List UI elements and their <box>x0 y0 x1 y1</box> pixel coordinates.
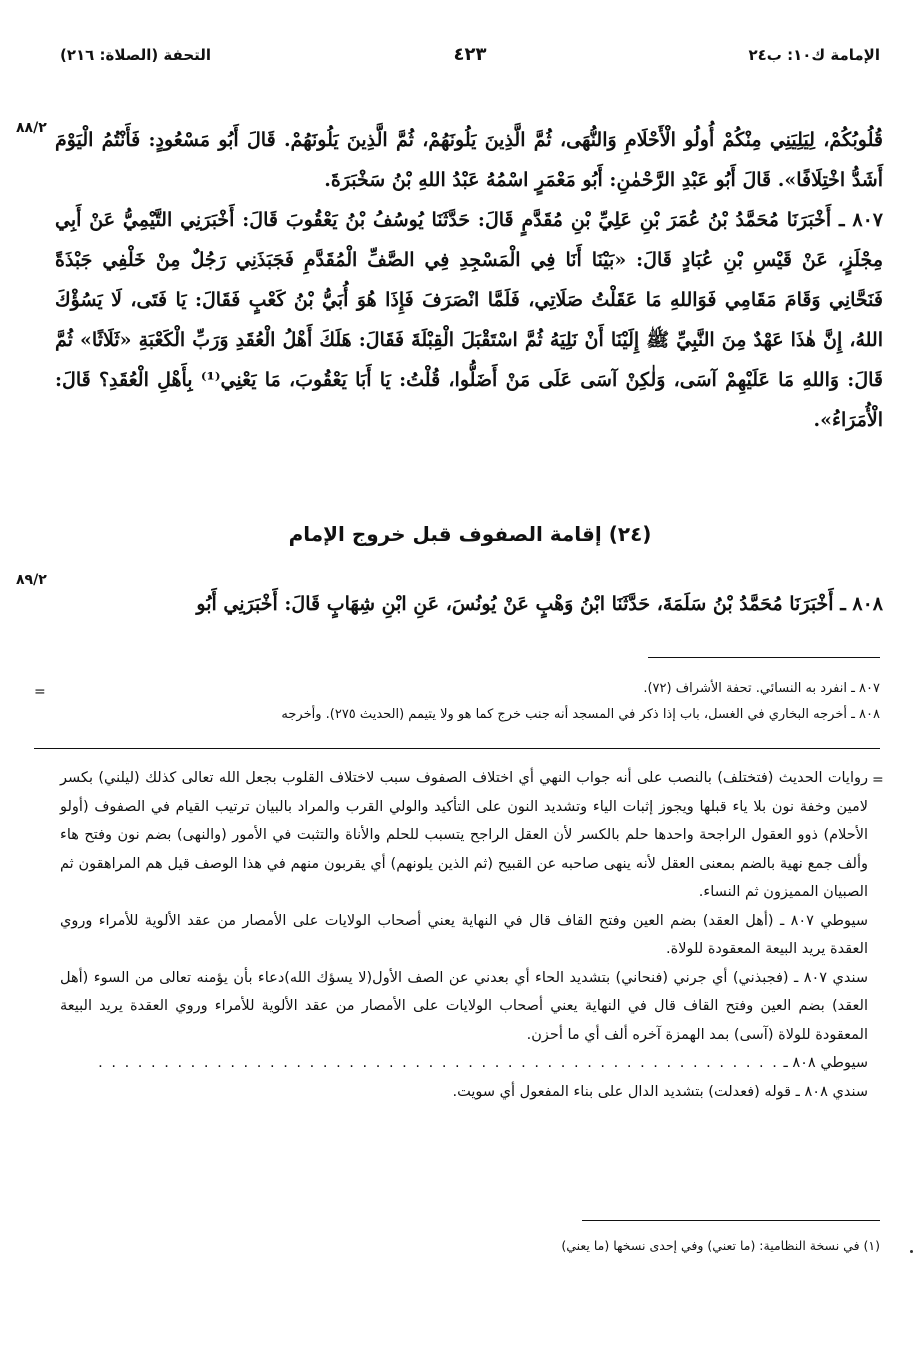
divider <box>648 657 880 658</box>
margin-reference: ٨٨/٢ <box>16 120 47 136</box>
commentary-suyuti-807: سيوطي ٨٠٧ ـ (أهل العقد) بضم العين وفتح القاف قال في النهاية يعني أصحاب الولايات على الأمصار من عقد الألوية للأمراء وروي العقدة يريد البيعة المعقودة للولاة. <box>60 912 868 957</box>
page-number: ٤٢٣ <box>453 44 487 65</box>
continuation-mark: = <box>34 684 46 700</box>
running-header <box>60 42 880 72</box>
footnote: (١) في نسخة النظامية: (ما تعني) وفي إحدى نسخها (ما يعني) <box>561 1238 880 1253</box>
page-mark <box>910 1250 913 1253</box>
takhrij-808: ٨٠٨ ـ أخرجه البخاري في الغسل، باب إذا ذكر في المسجد أنه جنب خرج كما هو ولا يتيمم (الحديث ٢٧٥). وأخرجه <box>281 707 880 722</box>
commentary-sindi-807: سندي ٨٠٧ ـ (فجبذني) أي جرني (فنحاني) بتشديد الحاء أي بعدني عن الصف الأول(لا يسؤك الله)دعاء بأن يؤمنه تعالى من السوء (أهل العقد) بضم العين وفتح القاف قال في النهاية يعني أصحاب الولايات على الأمصار من عقد الألوية للأمراء وروي العقدة يريد البيعة المعقودة للولاة (آسى) بمد الهمزة آخره ألف أي ما أحزن. <box>60 969 868 1043</box>
divider <box>582 1220 880 1221</box>
commentary-label: سيوطي ٨٠٨ ـ <box>783 1055 868 1071</box>
tuhfa-reference: التحفة (الصلاة: ٢١٦) <box>60 46 212 64</box>
commentary-block <box>60 764 868 1106</box>
continuation-mark: = <box>872 772 884 788</box>
chapter-reference: الإمامة ك١٠: ب٢٤ <box>748 46 880 64</box>
takhrij-notes <box>60 676 880 728</box>
ellipsis-dots: . . . . . . . . . . . . . . . . . . . . . . . . . . . . . . . . . . . . . . . . . . . . . . . . . . . . <box>98 1055 779 1071</box>
commentary-sindi-808: سندي ٨٠٨ ـ قوله (فعدلت) بتشديد الدال على بناء المفعول أي سويت. <box>452 1083 868 1100</box>
hadith-807: ٨٠٧ ـ أَخْبَرَنَا مُحَمَّدُ بْنُ عُمَرَ بْنِ عَلِيِّ بْنِ مُقَدَّمٍ قَالَ: حَدَّثَنَا يُوسُفُ بْنُ يَعْقُوبَ قَالَ: أَخْبَرَنِي التَّيْمِيُّ عَنْ أَبِي مِجْلَزٍ، عَنْ قَيْسِ بْنِ عُبَادٍ قَالَ: «بَيْنَا أَنَا فِي الْمَسْجِدِ فِي الصَّفِّ الْمُقَدَّمِ فَجَبَذَنِي رَجُلٌ مِنْ خَلْفِي جَبْذَةً فَنَحَّانِي وَقَامَ مَقَامِي فَوَاللهِ مَا عَقَلْتُ صَلَاتِي، فَلَمَّا انْصَرَفَ فَإِذَا هُوَ أُبَيُّ بْنُ كَعْبٍ فَقَالَ: يَا فَتَى، لَا يَسُؤْكَ اللهُ، إِنَّ هٰذَا عَهْدٌ مِنَ النَّبِيِّ ﷺ إِلَيْنَا أَنْ نَلِيَهُ ثُمَّ اسْتَقْبَلَ الْقِبْلَةَ فَقَالَ: هَلَكَ أَهْلُ الْعُقَدِ وَرَبِّ الْكَعْبَةِ «ثَلَاثًا» ثُمَّ قَالَ: وَاللهِ مَا عَلَيْهِمْ آسَى، وَلٰكِنْ آسَى عَلَى مَنْ أَضَلُّوا، قُلْتُ: يَا أَبَا يَعْقُوبَ، مَا يَعْنِي⁽¹⁾ بِأَهْلِ الْعُقَدِ؟ قَالَ: الْأُمَرَاءُ». <box>55 209 883 431</box>
commentary-continued: روايات الحديث (فتختلف) بالنصب على أنه جواب النهي أي اختلاف الصفوف سبب لاختلاف القلوب بجعل الله تعالى كذلك (ليلني) بكسر لامين وخفة نون بلا ياء قبلها ويجوز إثبات الياء وتشديد النون على التأكيد والولي القرب والمراد بالبيان ترتيب القيام في الصفوف (أولو الأحلام) ذوو العقول الراجحة واحدها حلم بالكسر لأن العقل الراجح يتسبب للحلم والأناة والتثبت في الأمور (والنهى) بضم نون وفتح هاء وألف جمع نهية بالضم بمعنى العقل لأنه ينهى صاحبه عن القبيح (ثم الذين يلونهم) أي يقربون منهم في هذا الوصف قيل هم المراهقون ثم الصبيان المميزون ثم النساء. <box>60 770 868 900</box>
margin-reference: ٨٩/٢ <box>16 572 47 588</box>
hadith-text: قُلُوبُكُمْ، لِيَلِيَنِي مِنْكُمْ أُولُو الْأَحْلَامِ وَالنُّهَى، ثُمَّ الَّذِينَ يَلُونَهُمْ، ثُمَّ الَّذِينَ يَلُونَهُمْ. قَالَ أَبُو مَسْعُودٍ: فَأَنْتُمُ الْيَوْمَ أَشَدُّ اخْتِلَافًا». قَالَ أَبُو عَبْدِ الرَّحْمٰنِ: أَبُو مَعْمَرٍ اسْمُهُ عَبْدُ اللهِ بْنُ سَخْبَرَةَ. <box>55 129 883 191</box>
section-heading: (٢٤) إقامة الصفوف قبل خروج الإمام <box>288 522 652 546</box>
divider <box>34 748 880 749</box>
commentary-suyuti-808 <box>60 1049 868 1078</box>
main-text-block <box>55 584 883 624</box>
hadith-808: ٨٠٨ ـ أَخْبَرَنَا مُحَمَّدُ بْنُ سَلَمَةَ، حَدَّثَنَا ابْنُ وَهْبٍ عَنْ يُونُسَ، عَنِ ابْنِ شِهَابٍ قَالَ: أَخْبَرَنِي أَبُو <box>196 593 883 615</box>
takhrij-807: ٨٠٧ ـ انفرد به النسائي. تحفة الأشراف (٧٢). <box>643 681 880 696</box>
main-text-block <box>55 120 883 440</box>
